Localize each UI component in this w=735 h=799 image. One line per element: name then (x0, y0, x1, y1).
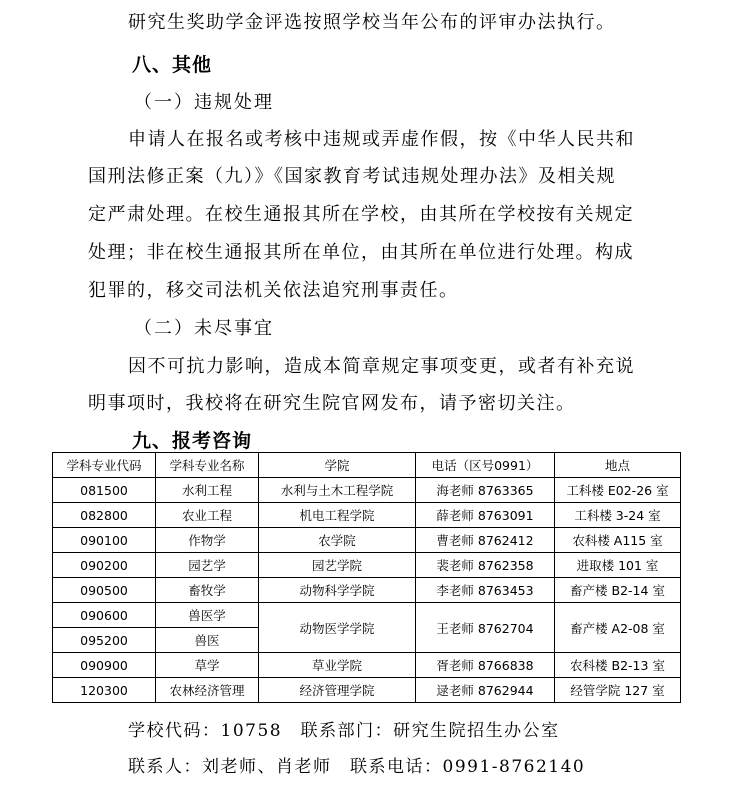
cell-phone: 薛老师 8763091 (416, 503, 555, 528)
cell-phone: 海老师 8763365 (416, 478, 555, 503)
subsection-violation-heading: （一）违规处理 (134, 92, 274, 113)
cell-code: 090200 (53, 553, 156, 578)
table-row (53, 678, 681, 703)
cell-code: 095200 (53, 628, 156, 653)
violation-line: 犯罪的，移交司法机关依法追究刑事责任。 (88, 280, 459, 301)
footer-school-code: 学校代码：10758 联系部门：研究生院招生办公室 (128, 721, 560, 741)
section-8-heading: 八、其他 (132, 54, 213, 76)
cell-code: 120300 (53, 678, 156, 703)
cell-name: 兽医 (156, 628, 259, 653)
table-row (53, 528, 681, 553)
cell-phone: 胥老师 8766838 (416, 653, 555, 678)
violation-line: 定严肃处理。在校生通报其所在学校，由其所在学校按有关规定 (88, 204, 634, 225)
table-header-row (53, 453, 681, 478)
table-row (53, 478, 681, 503)
cell-location: 畜产楼 A2-08 室 (555, 603, 681, 653)
section-9-heading: 九、报考咨询 (132, 430, 253, 452)
cell-location: 进取楼 101 室 (555, 553, 681, 578)
cell-code: 090600 (53, 603, 156, 628)
cell-name: 园艺学 (156, 553, 259, 578)
cell-college: 园艺学院 (259, 553, 416, 578)
cell-college: 动物医学学院 (259, 603, 416, 653)
cell-college: 农学院 (259, 528, 416, 553)
cell-name: 草学 (156, 653, 259, 678)
header-college: 学院 (259, 453, 416, 478)
table-row (53, 553, 681, 578)
cell-location: 农科楼 B2-13 室 (555, 653, 681, 678)
footer-contact: 联系人：刘老师、肖老师 联系电话：0991-8762140 (128, 757, 586, 777)
table-row (53, 578, 681, 603)
consultation-table (52, 452, 681, 703)
cell-location: 工科楼 E02-26 室 (555, 478, 681, 503)
table-row (53, 603, 681, 628)
cell-code: 090900 (53, 653, 156, 678)
cell-phone: 李老师 8763453 (416, 578, 555, 603)
violation-line: 处理；非在校生通报其所在单位，由其所在单位进行处理。构成 (88, 242, 634, 263)
violation-line: 国刑法修正案（九）》《国家教育考试违规处理办法》及相关规 (88, 166, 616, 187)
cell-code: 090100 (53, 528, 156, 553)
cell-phone: 王老师 8762704 (416, 603, 555, 653)
cell-name: 作物学 (156, 528, 259, 553)
header-phone: 电话（区号0991） (416, 453, 555, 478)
cell-name: 畜牧学 (156, 578, 259, 603)
cell-phone: 曹老师 8762412 (416, 528, 555, 553)
subsection-misc-heading: （二）未尽事宜 (134, 318, 274, 339)
cell-phone: 逯老师 8762944 (416, 678, 555, 703)
cell-name: 兽医学 (156, 603, 259, 628)
violation-line: 申请人在报名或考核中违规或弄虚作假，按《中华人民共和 (128, 129, 635, 150)
cell-code: 082800 (53, 503, 156, 528)
cell-college: 动物科学学院 (259, 578, 416, 603)
cell-college: 经济管理学院 (259, 678, 416, 703)
misc-line: 因不可抗力影响，造成本简章规定事项变更，或者有补充说 (128, 356, 635, 377)
cell-location: 经管学院 127 室 (555, 678, 681, 703)
table-row (53, 503, 681, 528)
cell-phone: 裴老师 8762358 (416, 553, 555, 578)
misc-line: 明事项时，我校将在研究生院官网发布，请予密切关注。 (88, 393, 576, 414)
cell-college: 机电工程学院 (259, 503, 416, 528)
header-code: 学科专业代码 (53, 453, 156, 478)
cell-college: 水利与土木工程学院 (259, 478, 416, 503)
table-row (53, 653, 681, 678)
cell-code: 090500 (53, 578, 156, 603)
header-name: 学科专业名称 (156, 453, 259, 478)
cell-name: 水利工程 (156, 478, 259, 503)
cell-location: 畜产楼 B2-14 室 (555, 578, 681, 603)
cell-name: 农林经济管理 (156, 678, 259, 703)
cell-name: 农业工程 (156, 503, 259, 528)
header-location: 地点 (555, 453, 681, 478)
cell-code: 081500 (53, 478, 156, 503)
cell-location: 农科楼 A115 室 (555, 528, 681, 553)
cell-location: 工科楼 3-24 室 (555, 503, 681, 528)
cell-college: 草业学院 (259, 653, 416, 678)
intro-text: 研究生奖助学金评选按照学校当年公布的评审办法执行。 (128, 12, 616, 33)
